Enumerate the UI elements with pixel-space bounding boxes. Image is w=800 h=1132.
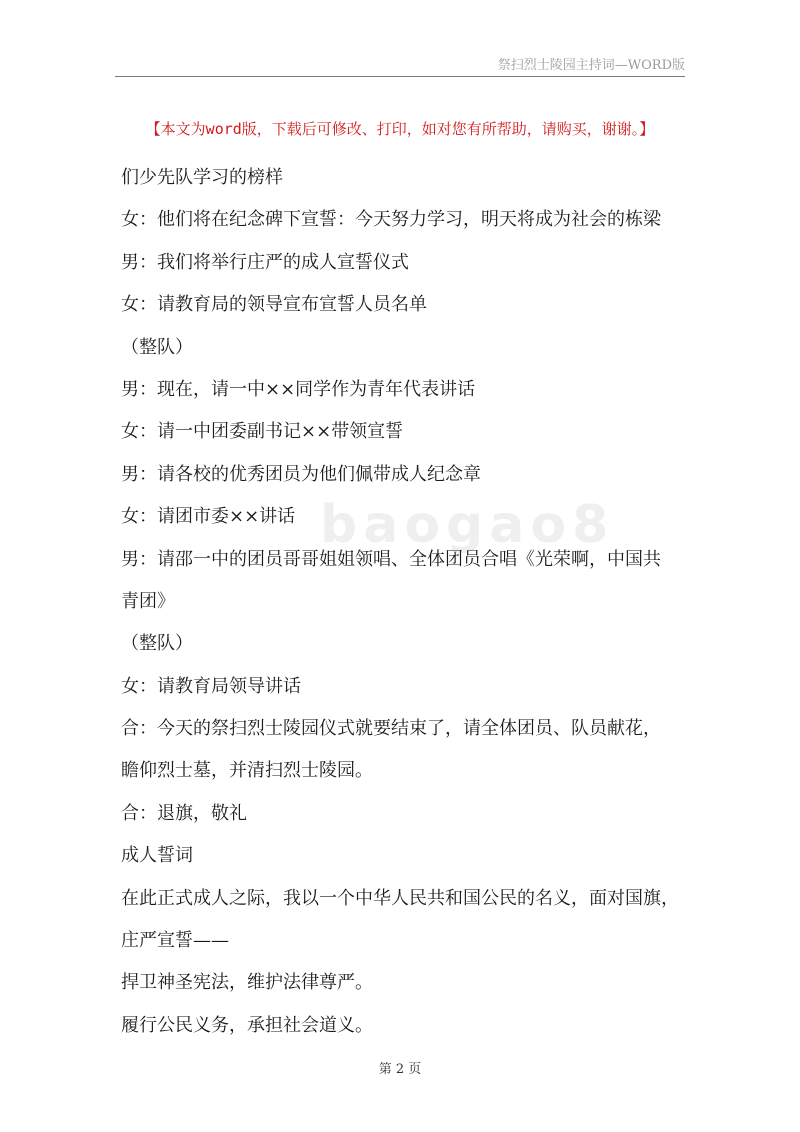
text-line: 女：他们将在纪念碑下宣誓：今天努力学习，明天将成为社会的栋梁 <box>121 209 661 231</box>
text-line: 合：退旗，敬礼 <box>121 802 247 824</box>
text-line: 庄严宣誓—— <box>121 930 229 952</box>
text-line: 捍卫神圣宪法，维护法律尊严。 <box>121 972 373 994</box>
header-title: 祭扫烈士陵园主持词—WORD版 <box>497 58 685 73</box>
text-line: 青团》 <box>121 590 175 612</box>
text-line: 男：我们将举行庄严的成人宣誓仪式 <box>121 251 409 273</box>
text-line: 在此正式成人之际，我以一个中华人民共和国公民的名义，面对国旗， <box>121 887 679 909</box>
text-line: （整队） <box>121 633 193 655</box>
text-line: 履行公民义务，承担社会道义。 <box>121 1014 373 1036</box>
text-line: 合：今天的祭扫烈士陵园仪式就要结束了，请全体团员、队员献花， <box>121 718 661 740</box>
document-body <box>121 166 691 1056</box>
text-line: 女：请团市委××讲话 <box>121 506 296 528</box>
text-line: 男：请邵一中的团员哥哥姐姐领唱、全体团员合唱《光荣啊，中国共 <box>121 548 661 570</box>
page-number: 第 2 页 <box>378 1062 422 1077</box>
text-line: 男：请各校的优秀团员为他们佩带成人纪念章 <box>121 463 481 485</box>
text-line: 们少先队学习的榜样 <box>121 167 283 188</box>
text-line: （整队） <box>121 336 193 358</box>
text-line: 成人誓词 <box>121 845 193 867</box>
text-line: 瞻仰烈士墓，并清扫烈士陵园。 <box>121 760 373 782</box>
purchase-notice: 【本文为word版，下载后可修改、打印，如对您有所帮助，请购买，谢谢。】 <box>145 120 655 138</box>
page-header <box>115 52 685 77</box>
text-line: 男：现在，请一中××同学作为青年代表讲话 <box>121 378 476 400</box>
text-line: 女：请教育局的领导宣布宣誓人员名单 <box>121 294 427 316</box>
text-line: 女：请一中团委副书记××带领宣誓 <box>121 421 404 443</box>
text-line: 女：请教育局领导讲话 <box>121 675 301 697</box>
watermark: baogao8 <box>320 495 615 555</box>
